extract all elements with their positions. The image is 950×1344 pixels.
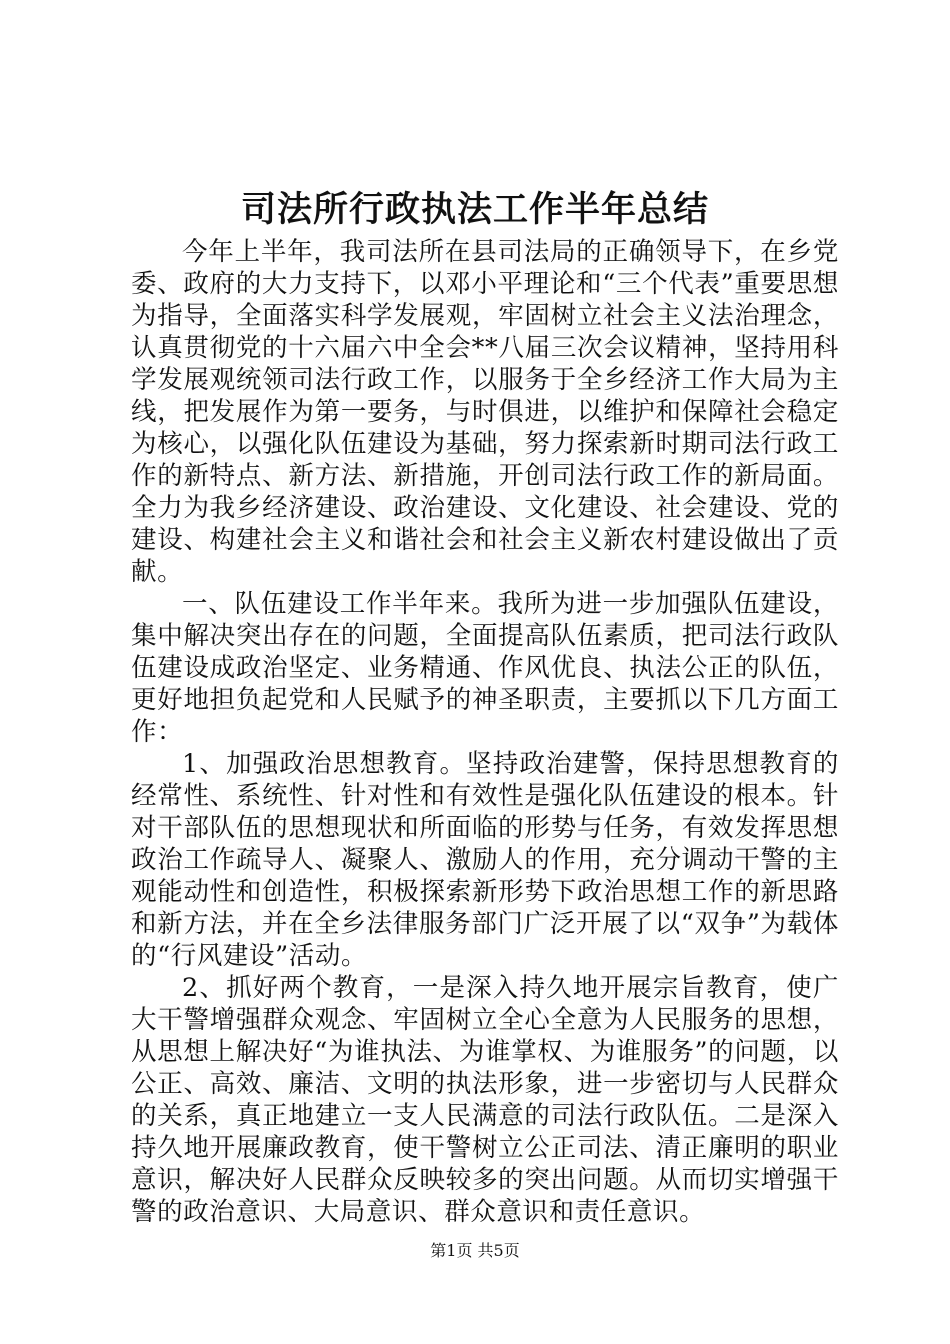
page-footer: 第1页 共5页 [430, 1241, 520, 1260]
document-title: 司法所行政执法工作半年总结 [240, 189, 709, 230]
document-body [131, 236, 839, 1228]
paragraph-two-educations: 2、抓好两个教育，一是深入持久地开展宗旨教育，使广大干警增强群众观念、牢固树立全心全意为人民服务的思想，从思想上解决好“为谁执法、为谁掌权、为谁服务”的问题，以公正、高效、廉洁、文明的执法形象，进一步密切与人民群众的关系，真正地建立一支人民满意的司法行政队伍。二是深入持久地开展廉政教育，使干警树立公正司法、清正廉明的职业意识，解决好人民群众反映较多的突出问题。从而切实增强干警的政治意识、大局意识、群众意识和责任意识。 [131, 973, 839, 1227]
paragraph-team-building: 一、队伍建设工作半年来。我所为进一步加强队伍建设，集中解决突出存在的问题，全面提高队伍素质，把司法行政队伍建设成政治坚定、业务精通、作风优良、执法公正的队伍，更好地担负起党和人民赋予的神圣职责，主要抓以下几方面工作： [131, 589, 839, 747]
paragraph-political-education: 1、加强政治思想教育。坚持政治建警，保持思想教育的经常性、系统性、针对性和有效性是强化队伍建设的根本。针对干部队伍的思想现状和所面临的形势与任务，有效发挥思想政治工作疏导人、凝聚人、激励人的作用，充分调动干警的主观能动性和创造性，积极探索新形势下政治思想工作的新思路和新方法，并在全乡法律服务部门广泛开展了以“双争”为载体的“行风建设”活动。 [131, 749, 839, 971]
paragraph-intro: 今年上半年，我司法所在县司法局的正确领导下，在乡党委、政府的大力支持下，以邓小平理论和“三个代表”重要思想为指导，全面落实科学发展观，牢固树立社会主义法治理念，认真贯彻党的十六届六中全会**八届三次会议精神，坚持用科学发展观统领司法行政工作，以服务于全乡经济工作大局为主线，把发展作为第一要务，与时俱进，以维护和保障社会稳定为核心，以强化队伍建设为基础，努力探索新时期司法行政工作的新特点、新方法、新措施，开创司法行政工作的新局面。全力为我乡经济建设、政治建设、文化建设、社会建设、党的建设、构建社会主义和谐社会和社会主义新农村建设做出了贡献。 [131, 237, 839, 587]
